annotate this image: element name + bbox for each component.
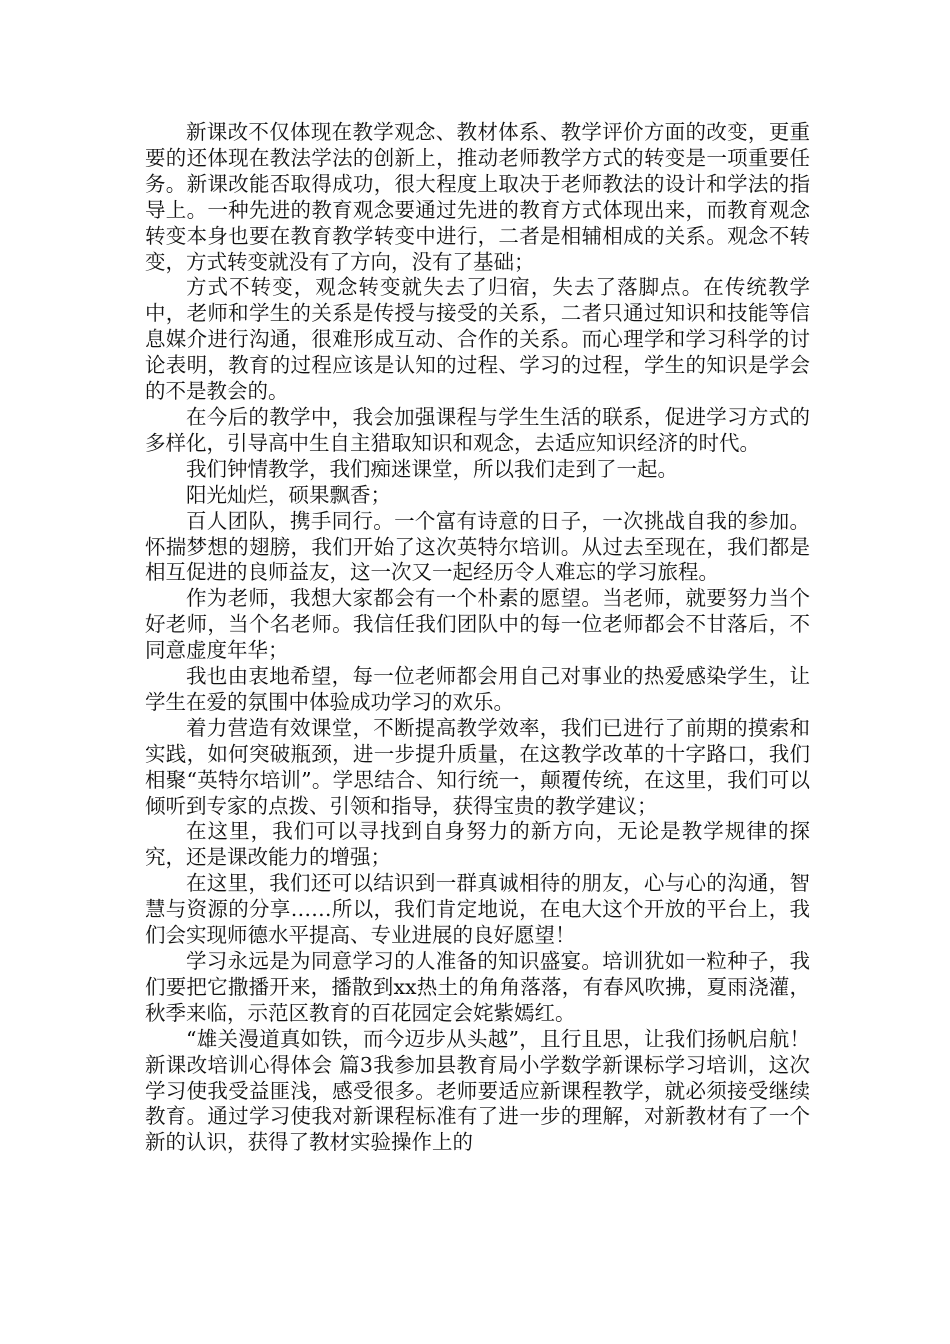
paragraph: 百人团队，携手同行。一个富有诗意的日子，一次挑战自我的参加。怀揣梦想的翅膀，我们开始了这次英特尔培训。从过去至现在，我们都是相互促进的良师益友，这一次又一起经历令人难忘的学习旅程。 (145, 508, 810, 585)
paragraph: 阳光灿烂，硕果飘香； (186, 482, 391, 507)
paragraph: 学习永远是为同意学习的人准备的知识盛宴。培训犹如一粒种子，我们要把它撒播开来，播散到xx热土的角角落落，有春风吹拂，夏雨浇灌，秋季来临，示范区教育的百花园定会姹紫嫣红。 (145, 949, 810, 1025)
paragraph: 我也由衷地希望，每一位老师都会用自己对事业的热爱感染学生，让学生在爱的氛围中体验成功学习的欢乐。 (145, 664, 810, 714)
paragraph: 在今后的教学中，我会加强课程与学生生活的联系，促进学习方式的多样化，引导高中生自主猎取知识和观念，去适应知识经济的时代。 (145, 404, 810, 455)
paragraph: 作为老师，我想大家都会有一个朴素的愿望。当老师，就要努力当个好老师，当个名老师。我信任我们团队中的每一位老师都会不甘落后，不同意虚度年华； (145, 586, 810, 663)
paragraph: 在这里，我们可以寻找到自身努力的新方向，无论是教学规律的探究，还是课改能力的增强； (145, 819, 810, 870)
paragraph: 我们钟情教学，我们痴迷课堂，所以我们走到了一起。 (186, 456, 678, 481)
paragraph: “雄关漫道真如铁，而今迈步从头越”，且行且思，让我们扬帆启航！新课改培训心得体会 篇3我参加县教育局小学数学新课标学习培训，这次学习使我受益匪浅，感受很多。老师要适应新课程教学，就必须接受继续教育。通过学习使我对新课程标准有了进一步的理解，对新教材有了一个新的认识，获得了教材实验操作上的 (145, 1026, 810, 1155)
document-body (145, 120, 810, 1156)
paragraph: 在这里，我们还可以结识到一群真诚相待的朋友，心与心的沟通，智慧与资源的分享……所以，我们肯定地说，在电大这个开放的平台上，我们会实现师德水平提高、专业进展的良好愿望！ (145, 871, 810, 948)
paragraph: 方式不转变，观念转变就失去了归宿，失去了落脚点。在传统教学中，老师和学生的关系是传授与接受的关系，二者只通过知识和技能等信息媒介进行沟通，很难形成互动、合作的关系。而心理学和学习科学的讨论表明，教育的过程应该是认知的过程、学习的过程，学生的知识是学会的不是教会的。 (145, 275, 810, 404)
paragraph: 着力营造有效课堂，不断提高教学效率，我们已进行了前期的摸索和实践，如何突破瓶颈，进一步提升质量，在这教学改革的十字路口，我们相聚“英特尔培训”。学思结合、知行统一，颠覆传统，在这里，我们可以倾听到专家的点拨、引领和指导，获得宝贵的教学建议； (145, 715, 810, 818)
paragraph: 新课改不仅体现在教学观念、教材体系、教学评价方面的改变，更重要的还体现在教法学法的创新上，推动老师教学方式的转变是一项重要任务。新课改能否取得成功，很大程度上取决于老师教法的设计和学法的指导上。一种先进的教育观念要通过先进的教育方式体现出来，而教育观念转变本身也要在教育教学转变中进行，二者是相辅相成的关系。观念不转变，方式转变就没有了方向，没有了基础； (145, 120, 810, 274)
